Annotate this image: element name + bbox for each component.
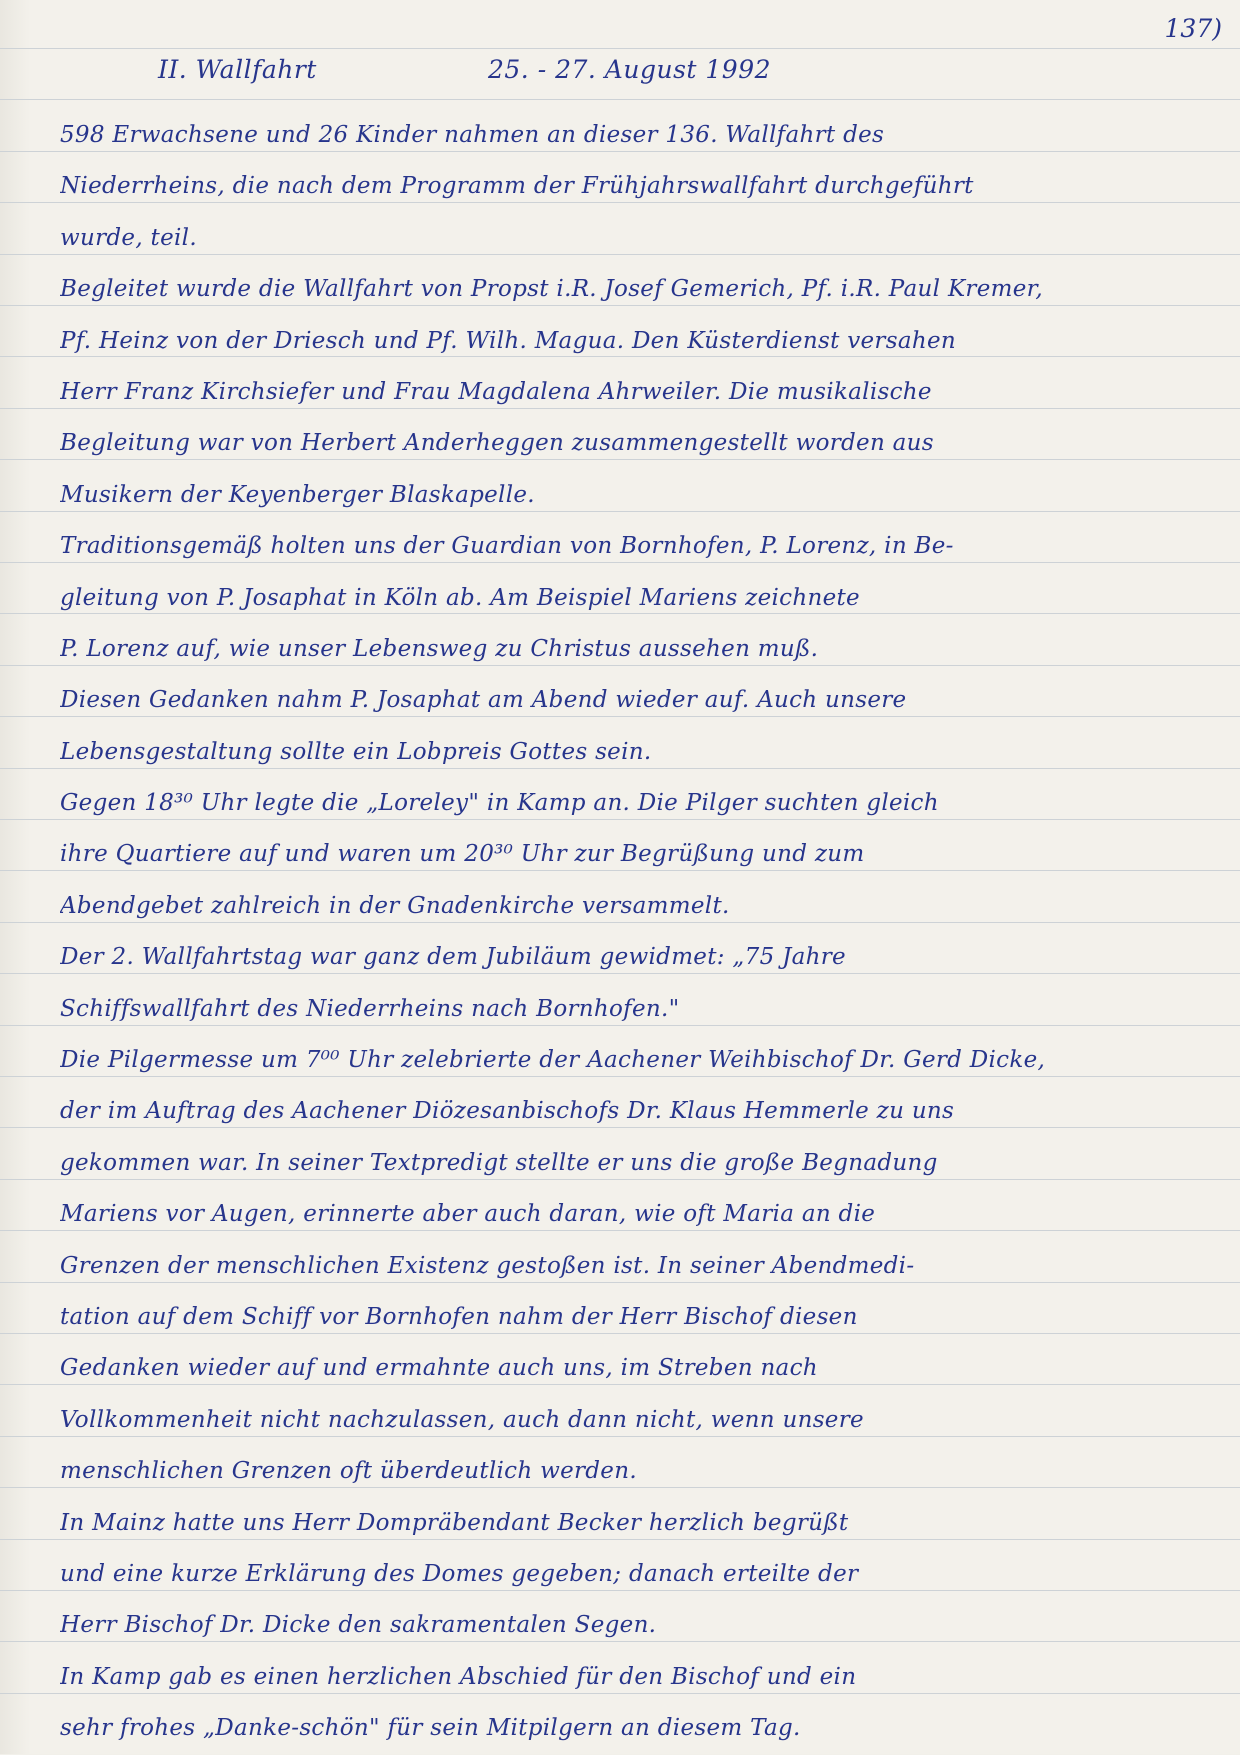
text-line: Vollkommenheit nicht nachzulassen, auch dann nicht, wenn unsere: [60, 1406, 864, 1433]
text-line: Lebensgestaltung sollte ein Lobpreis Gottes sein.: [60, 738, 652, 765]
text-line: Herr Bischof Dr. Dicke den sakramentalen Segen.: [60, 1612, 657, 1639]
text-line: Traditionsgemäß holten uns der Guardian von Bornhofen, P. Lorenz, in Be-: [60, 533, 954, 560]
text-line: tation auf dem Schiff vor Bornhofen nahm der Herr Bischof diesen: [60, 1303, 858, 1330]
text-line: sehr frohes „Danke-schön" für sein Mitpilgern an diesem Tag.: [60, 1715, 801, 1742]
text-line: Begleitet wurde die Wallfahrt von Propst i.R. Josef Gemerich, Pf. i.R. Paul Kremer,: [60, 276, 1044, 303]
text-line: ihre Quartiere auf und waren um 20³⁰ Uhr zur Begrüßung und zum: [60, 841, 865, 868]
heading-title: II. Wallfahrt: [158, 55, 317, 84]
text-line: und eine kurze Erklärung des Domes gegeben; danach erteilte der: [60, 1560, 859, 1587]
text-line: Diesen Gedanken nahm P. Josaphat am Abend wieder auf. Auch unsere: [60, 687, 907, 714]
text-line: In Kamp gab es einen herzlichen Abschied für den Bischof und ein: [60, 1663, 857, 1690]
text-line: Gedanken wieder auf und ermahnte auch uns, im Streben nach: [60, 1355, 818, 1382]
handwritten-text: [60, 110, 1210, 1755]
text-line: menschlichen Grenzen oft überdeutlich werden.: [60, 1458, 637, 1485]
text-line: Begleitung war von Herbert Anderheggen zusammengestellt worden aus: [60, 430, 934, 457]
text-line: Niederrheins, die nach dem Programm der Frühjahrswallfahrt durchgeführt: [60, 173, 974, 200]
page-heading: [158, 55, 772, 99]
text-line: Musikern der Keyenberger Blaskapelle.: [60, 481, 535, 508]
text-line: wurde, teil.: [60, 224, 197, 251]
text-line: Pf. Heinz von der Driesch und Pf. Wilh. Magua. Den Küsterdienst versahen: [60, 327, 956, 354]
ruled-line: [0, 99, 1240, 100]
text-line: gekommen war. In seiner Textpredigt stellte er uns die große Begnadung: [60, 1149, 938, 1176]
text-line: Gegen 18³⁰ Uhr legte die „Loreley" in Kamp an. Die Pilger suchten gleich: [60, 790, 939, 817]
ruled-line: [0, 48, 1240, 49]
text-line: gleitung von P. Josaphat in Köln ab. Am Beispiel Mariens zeichnete: [60, 584, 860, 611]
text-line: Abendgebet zahlreich in der Gnadenkirche versammelt.: [60, 892, 730, 919]
text-line: Mariens vor Augen, erinnerte aber auch daran, wie oft Maria an die: [60, 1201, 876, 1228]
text-line: Der 2. Wallfahrtstag war ganz dem Jubiläum gewidmet: „75 Jahre: [60, 944, 846, 971]
text-line: 598 Erwachsene und 26 Kinder nahmen an dieser 136. Wallfahrt des: [60, 122, 885, 148]
text-line: Schiffswallfahrt des Niederrheins nach Bornhofen.": [60, 995, 680, 1022]
text-line: Die Pilgermesse um 7⁰⁰ Uhr zelebrierte der Aachener Weihbischof Dr. Gerd Dicke,: [60, 1047, 1046, 1074]
text-line: der im Auftrag des Aachener Diözesanbischofs Dr. Klaus Hemmerle zu uns: [60, 1098, 955, 1125]
text-line: Herr Franz Kirchsiefer und Frau Magdalena Ahrweiler. Die musikalische: [60, 378, 932, 405]
text-line: Grenzen der menschlichen Existenz gestoßen ist. In seiner Abendmedi-: [60, 1252, 915, 1279]
page-number: 137): [1164, 14, 1222, 43]
text-line: P. Lorenz auf, wie unser Lebensweg zu Christus aussehen muß.: [60, 635, 819, 662]
text-line: In Mainz hatte uns Herr Dompräbendant Becker herzlich begrüßt: [60, 1509, 849, 1536]
heading-date: 25. - 27. August 1992: [488, 55, 772, 84]
